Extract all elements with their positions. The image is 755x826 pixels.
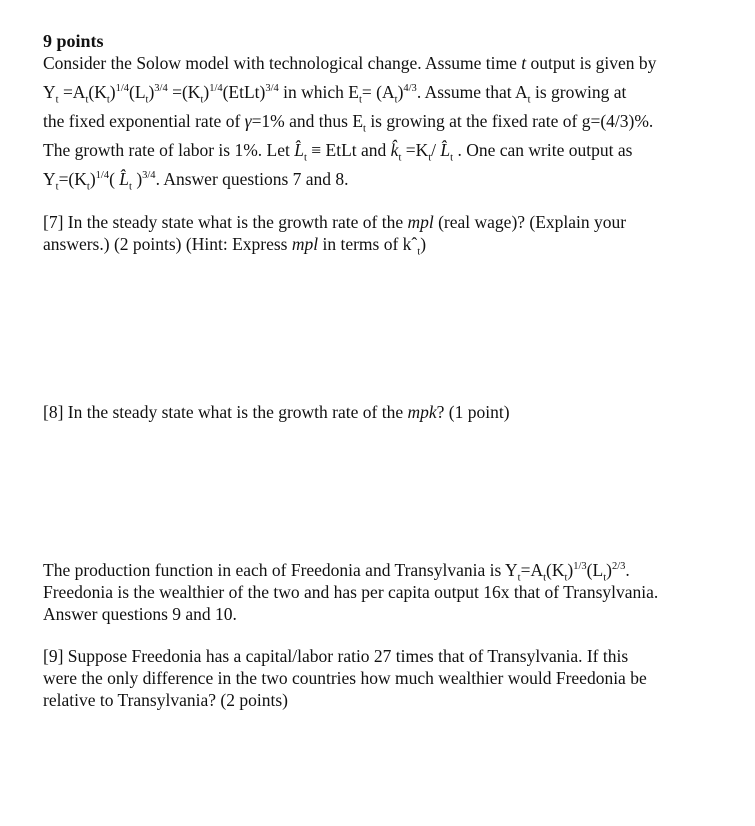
question-9 xyxy=(43,645,723,711)
solow-intro-paragraph xyxy=(43,49,723,194)
question-9-line-2: were the only difference in the two countries how much wealthier would Freedonia be xyxy=(43,668,647,688)
intro-line-5: $Y_t=(K_t)^{1/4}$( $L̂_t$ )$^{3/4}$. Answer questions 7 and 8. xyxy=(43,169,349,193)
intro2-line-3: Answer questions 9 and 10. xyxy=(43,604,237,624)
question-8-line-1: [8] In the steady state what is the growth rate of the mpk? (1 point) xyxy=(43,402,510,422)
intro-line-3: the fixed exponential rate of γ=1% and thus $E_t$ is growing at the fixed rate of g=(4/3)%. xyxy=(43,111,654,135)
question-7-line-2: answers.) (2 points) (Hint: Express mpl in terms of kˆ$_t$) xyxy=(43,234,427,258)
question-7-line-1: [7] In the steady state what is the growth rate of the mpl (real wage)? (Explain your xyxy=(43,212,627,232)
question-8 xyxy=(43,401,723,423)
intro-line-1: Consider the Solow model with technological change. Assume time t output is given by xyxy=(43,53,657,73)
intro-line-2: $Y_t =A_t(K_t)^{1/4}(L_t)^{3/4}$ $=(K_t)^{1/4}(EtLt)^{3/4}$ in which $E_t= (A_t)^{4/3}$. Assume that $A_t$ is growing at xyxy=(43,82,627,106)
question-9-line-1: [9] Suppose Freedonia has a capital/labor ratio 27 times that of Transylvania. If this xyxy=(43,646,629,666)
freedonia-intro-paragraph xyxy=(43,559,723,625)
question-9-line-3: relative to Transylvania? (2 points) xyxy=(43,690,288,710)
intro2-line-1: The production function in each of Freedonia and Transylvania is $Y_t=A_t(K_t)^{1/3}(L_t)^{2/3}$. xyxy=(43,560,630,584)
intro2-line-2: Freedonia is the wealthier of the two and has per capita output 16x that of Transylvania. xyxy=(43,582,659,602)
question-7 xyxy=(43,211,723,258)
problem-points-heading: 9 points xyxy=(43,31,104,51)
intro-line-4: The growth rate of labor is 1%. Let $L̂_t$ ≡ EtLt and $k̂_t =K_t/$ $L̂_t$ . One can write output as xyxy=(43,140,633,164)
